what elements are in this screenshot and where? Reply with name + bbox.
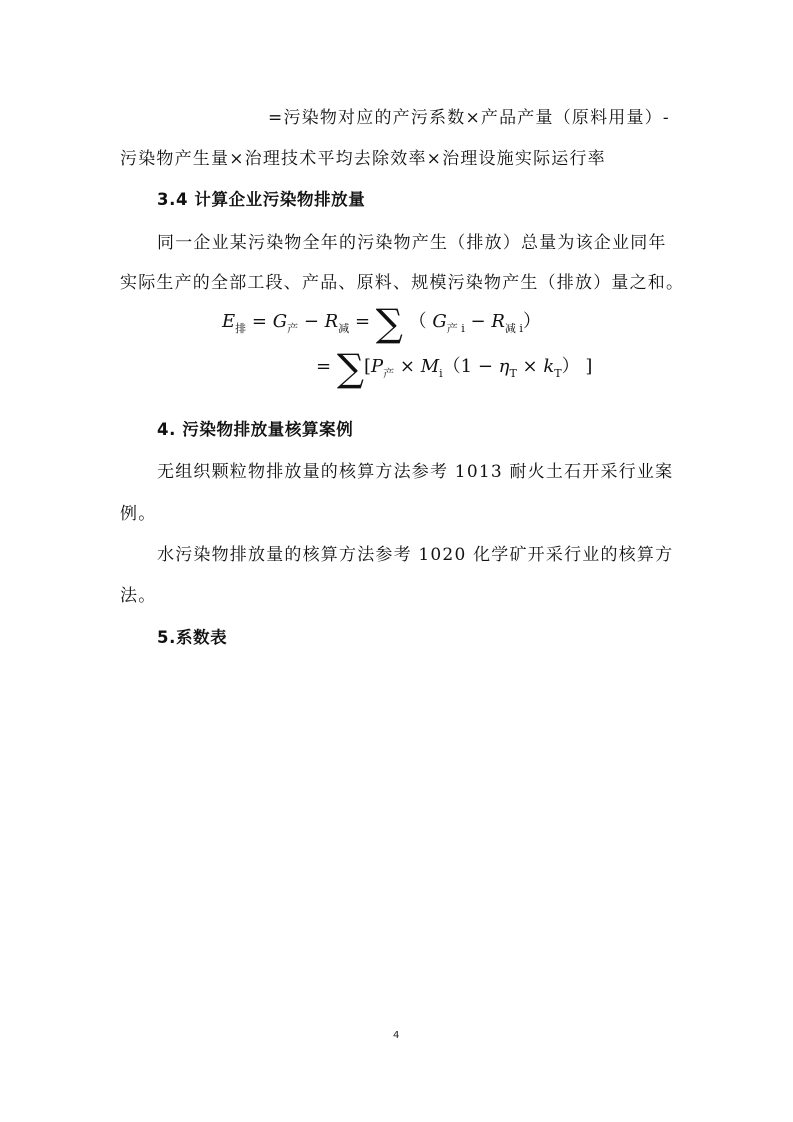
heading-4: 4. 污染物排放量核算案例 — [157, 420, 354, 439]
heading-5: 5.系数表 — [157, 628, 228, 647]
heading-3-4: 3.4 计算企业污染物排放量 — [157, 190, 366, 209]
summation-symbol: ∑ — [375, 301, 403, 345]
formula-line-2: = $\sum[P_产 \times M_i(1 - \eta_T \times k_T)$ ] — [316, 346, 593, 390]
formula-line-1: $E_排 = G_产 - R_减$ = ∑ （ $G_{产 i} - R_{减 i}$） — [222, 301, 541, 345]
paragraph-4-2-line-2: 法。 — [120, 586, 157, 606]
paragraph-3-4-line-2: 实际生产的全部工段、产品、原料、规模污染物产生（排放）量之和。 — [120, 273, 685, 293]
paragraph-4-1-line-2: 例。 — [120, 504, 157, 524]
body-line-2: 污染物产生量×治理技术平均去除效率×治理设施实际运行率 — [120, 149, 606, 169]
paragraph-3-4-line-1: 同一企业某污染物全年的污染物产生（排放）总量为该企业同年 — [157, 233, 667, 253]
summation-symbol: ∑ — [336, 346, 364, 390]
body-line-1: =污染物对应的产污系数×产品产量（原料用量）- — [268, 108, 670, 128]
page-number: 4 — [393, 1030, 400, 1041]
paragraph-4-2-line-1: 水污染物排放量的核算方法参考 1020 化学矿开采行业的核算方 — [157, 545, 674, 565]
paragraph-4-1-line-1: 无组织颗粒物排放量的核算方法参考 1013 耐火土石开采行业案 — [157, 462, 674, 482]
